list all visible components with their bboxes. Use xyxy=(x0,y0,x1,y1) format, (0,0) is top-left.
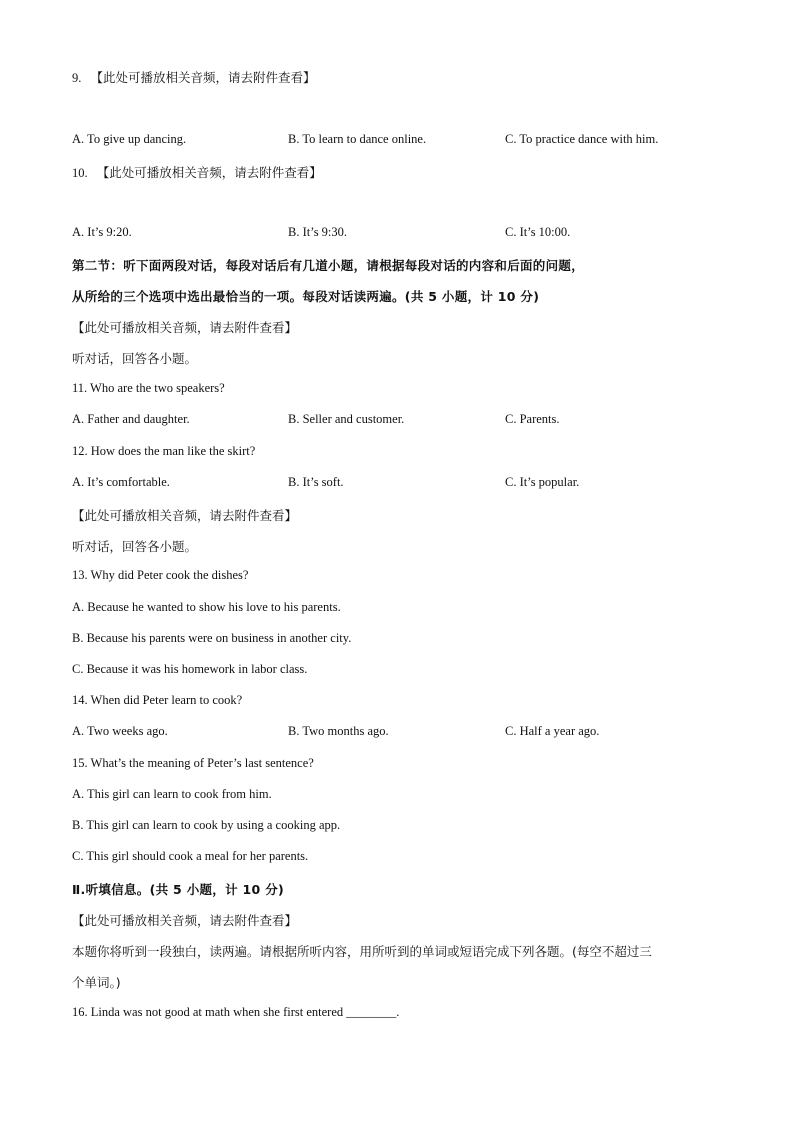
q12-question: 12. How does the man like the skirt? xyxy=(72,444,256,458)
q16-text: 16. Linda was not good at math when she first entered ________. xyxy=(72,1005,400,1019)
q10-option-a[interactable]: A. It’s 9:20. xyxy=(72,225,132,239)
q12-option-c[interactable]: C. It’s popular. xyxy=(505,475,580,489)
part2-instruction-line2: 个单词。) xyxy=(72,975,121,990)
q10-number: 10. xyxy=(72,166,88,180)
section2-heading-line2: 从所给的三个选项中选出最恰当的一项。每段对话读两遍。(共 5 小题，计 10 分) xyxy=(72,289,540,304)
part2-audio-note[interactable]: 【此处可播放相关音频，请去附件查看】 xyxy=(72,913,298,928)
q11-option-c[interactable]: C. Parents. xyxy=(505,412,560,426)
q9-option-c[interactable]: C. To practice dance with him. xyxy=(505,132,659,146)
q12-option-b[interactable]: B. It’s soft. xyxy=(288,475,344,489)
q14-option-a[interactable]: A. Two weeks ago. xyxy=(72,724,168,738)
q13-option-a[interactable]: A. Because he wanted to show his love to his parents. xyxy=(72,600,341,614)
q9-option-b[interactable]: B. To learn to dance online. xyxy=(288,132,427,146)
q9-number: 9. xyxy=(72,71,82,85)
q13-option-b[interactable]: B. Because his parents were on business in another city. xyxy=(72,631,352,645)
q14-option-b[interactable]: B. Two months ago. xyxy=(288,724,389,738)
q13-question: 13. Why did Peter cook the dishes? xyxy=(72,568,249,582)
q11-option-b[interactable]: B. Seller and customer. xyxy=(288,412,405,426)
q15-option-a[interactable]: A. This girl can learn to cook from him. xyxy=(72,787,272,801)
part2-heading: Ⅱ.听填信息。(共 5 小题，计 10 分) xyxy=(72,882,285,897)
section2-heading-line1: 第二节：听下面两段对话，每段对话后有几道小题，请根据每段对话的内容和后面的问题， xyxy=(72,258,585,273)
q14-question: 14. When did Peter learn to cook? xyxy=(72,693,243,707)
q14-option-c[interactable]: C. Half a year ago. xyxy=(505,724,600,738)
q10-option-b[interactable]: B. It’s 9:30. xyxy=(288,225,348,239)
q13-option-c[interactable]: C. Because it was his homework in labor class. xyxy=(72,662,308,676)
q11-option-a[interactable]: A. Father and daughter. xyxy=(72,412,190,426)
q10-header xyxy=(72,163,322,181)
part2-instruction-line1: 本题你将听到一段独白，读两遍。请根据所听内容，用所听到的单词或短语完成下列各题。(每空不超过三 xyxy=(72,944,652,959)
q12-option-a[interactable]: A. It’s comfortable. xyxy=(72,475,170,489)
dialog2-instruction: 听对话，回答各小题。 xyxy=(72,539,198,554)
q10-option-c[interactable]: C. It’s 10:00. xyxy=(505,225,571,239)
dialog1-instruction: 听对话，回答各小题。 xyxy=(72,351,198,366)
q9-audio-note[interactable]: 【此处可播放相关音频，请去附件查看】 xyxy=(90,70,316,85)
dialog1-audio-note[interactable]: 【此处可播放相关音频，请去附件查看】 xyxy=(72,320,298,335)
q15-question: 15. What’s the meaning of Peter’s last sentence? xyxy=(72,756,314,770)
q15-option-c[interactable]: C. This girl should cook a meal for her parents. xyxy=(72,849,309,863)
q10-audio-note[interactable]: 【此处可播放相关音频，请去附件查看】 xyxy=(96,165,322,180)
q9-header xyxy=(72,68,316,86)
dialog2-audio-note[interactable]: 【此处可播放相关音频，请去附件查看】 xyxy=(72,508,298,523)
q11-question: 11. Who are the two speakers? xyxy=(72,381,225,395)
q9-option-a[interactable]: A. To give up dancing. xyxy=(72,132,187,146)
q15-option-b[interactable]: B. This girl can learn to cook by using a cooking app. xyxy=(72,818,341,832)
